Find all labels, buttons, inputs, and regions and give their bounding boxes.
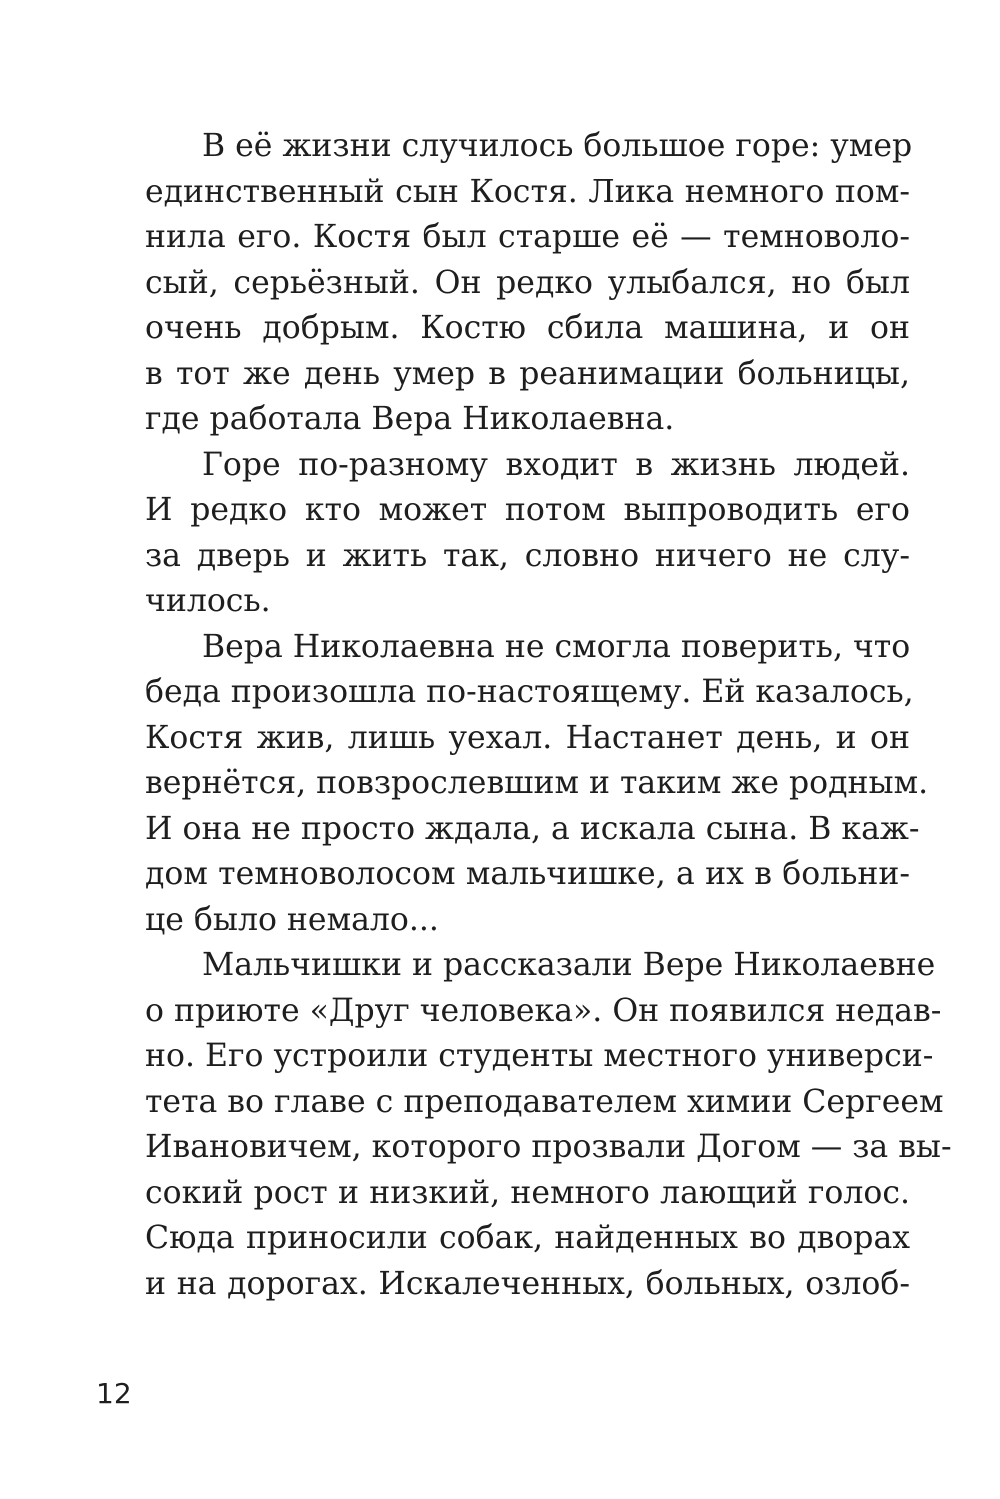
text-line: сокий рост и низкий, немного лающий голос. [145,1174,910,1211]
text-line: в тот же день умер в реанимации больницы, [145,355,910,392]
text-line: Мальчишки и рассказали Вере Николаевне [202,947,936,983]
text-line: Сюда приносили собак, найденных во дворах [145,1220,910,1256]
text-line: единственный сын Костя. Лика немного пом- [145,173,910,210]
text-line: И редко кто может потом выпроводить его [145,492,910,528]
paragraph-1 [145,124,913,443]
text-line: где работала Вера Николаевна. [145,401,675,437]
text-line: и на дорогах. Искалеченных, больных, озлоб- [145,1265,910,1302]
text-line: сый, серьёзный. Он редко улыбался, но был [145,264,910,301]
text-line: за дверь и жить так, словно ничего не слу- [145,537,910,574]
text-line: о приюте «Друг человека». Он появился недав- [145,992,942,1029]
paragraph-3 [145,625,929,944]
text-line: чилось. [145,583,271,619]
text-line: Костя жив, лишь уехал. Настанет день, и он [145,719,910,756]
text-line: Ивановичем, которого прозвали Догом — за вы- [145,1129,952,1165]
text-line: беда произошла по-настоящему. Ей казалось, [145,674,914,710]
paragraph-2 [145,443,910,625]
text-line: це было немало... [145,901,439,938]
text-line: Вера Николаевна не смогла поверить, что [202,628,911,665]
text-line: вернётся, повзрослевшим и таким же родным. [145,765,929,801]
text-line: очень добрым. Костю сбила машина, и он [145,310,910,346]
text-line: но. Его устроили студенты местного универси- [145,1038,934,1074]
text-line: дом темноволосом мальчишке, а их в больни- [145,856,910,892]
text-line: В её жизни случилось большое горе: умер [202,128,913,164]
page-number: 12 [96,1377,132,1410]
page-body-text [145,124,952,1307]
text-line: нила его. Костя был старше её — темноволо- [145,219,910,255]
text-line: Горе по-разному входит в жизнь людей. [202,446,910,483]
text-line: И она не просто ждала, а искала сына. В каж- [145,810,920,847]
text-line: тета во главе с преподавателем химии Сергеем [145,1083,944,1120]
paragraph-4 [145,943,952,1307]
